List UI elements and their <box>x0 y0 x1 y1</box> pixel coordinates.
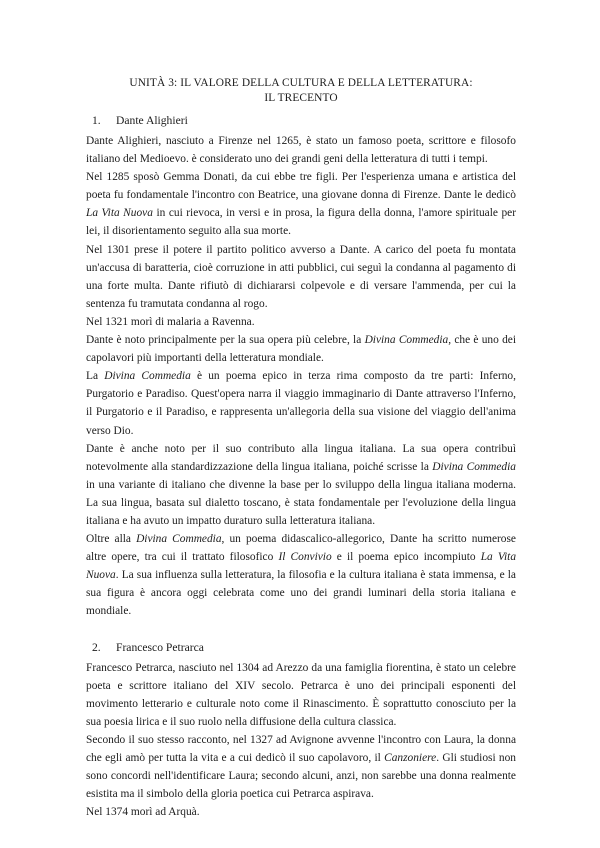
italic-title: Canzoniere <box>384 752 437 764</box>
paragraph <box>86 367 516 439</box>
paragraph-text: Nel 1285 sposò Gemma Donati, da cui ebbe tre figli. Per l'esperienza umana e artistica del poeta fu fondamentale l'incontro con Beatrice, una giovane donna di Firenze. Dante le dedicò <box>86 171 516 202</box>
paragraph <box>86 168 516 240</box>
section-gap <box>86 621 516 639</box>
paragraph <box>86 659 516 731</box>
paragraph-text: Nel 1321 morì di malaria a Ravenna. <box>86 315 255 328</box>
paragraph-text: in cui rievoca, in versi e in prosa, la figura della donna, l'amore spirituale per lei, il disorientamento seguito alla sua morte. <box>86 207 517 238</box>
paragraph <box>86 241 516 313</box>
paragraph-text: Francesco Petrarca, nasciuto nel 1304 ad Arezzo da una famiglia fiorentina, è stato un celebre poeta e scrittore italiano del XIV secolo. Petrarca è uno dei principali esponenti del movimento letterario e culturale noto come il Rinascimento. È soprattutto conosciuto per la sua poesia lirica e il suo ruolo nella diffusione della cultura classica. <box>86 661 516 728</box>
italic-title: Divina Commedia <box>104 370 191 383</box>
paragraph-text: in una variante di italiano che divenne la base per lo sviluppo della lingua italiana moderna. La sua lingua, basata sul dialetto toscano, è stata fondamentale per l'evoluzione della lingua italiana e ha avuto un impatto duraturo sulla letteratura italiana. <box>86 478 516 527</box>
paragraph-text: Dante Alighieri, nasciuto a Firenze nel 1265, è stato un famoso poeta, scrittore e filosofo italiano del Medioevo. è considerato uno dei grandi geni della letteratura di tutti i tempi. <box>86 135 516 166</box>
paragraph <box>86 440 516 530</box>
italic-title: Divina Commedia <box>364 334 449 347</box>
section-heading <box>86 112 516 130</box>
document-body <box>86 112 516 821</box>
title-line-2: IL TRECENTO <box>264 92 338 104</box>
paragraph-text: e il poema epico incompiuto <box>331 551 481 564</box>
paragraph-text: Dante è noto principalmente per la sua opera più celebre, la <box>86 334 365 347</box>
title-line-1: UNITÀ 3: IL VALORE DELLA CULTURA E DELLA LETTERATURA: <box>129 77 473 89</box>
paragraph <box>86 132 516 168</box>
section-number: 2. <box>92 640 101 654</box>
paragraph <box>86 803 516 821</box>
paragraph-text: Nel 1301 prese il potere il partito politico avverso a Dante. A carico del poeta fu montata un'accusa di baratteria, cioè corruzione in atti pubblici, cui seguì la condanna al pagamento di una forte multa. Dante rifiutò di dichiararsi colpevole e di versare l'ammenda, per cui la sentenza fu tramutata condanna al rogo. <box>86 243 516 310</box>
section-heading <box>86 639 516 657</box>
paragraph-text: è un poema epico in terza rima composto da tre parti: Inferno, Purgatorio e Paradiso. Quest'opera narra il viaggio immaginario di Dante attraverso l'Inferno, il Purgatorio e il Paradiso, e rappresenta un'allegoria della sua visione del viaggio dell'anima verso Dio. <box>86 370 516 437</box>
paragraph-text: Oltre alla <box>86 533 137 546</box>
paragraph-text: La <box>86 370 105 383</box>
paragraph <box>86 313 516 331</box>
paragraph <box>86 731 516 803</box>
paragraph-text: , che è uno dei capolavori più importanti della letteratura mondiale. <box>86 334 517 365</box>
section-number: 1. <box>92 114 101 127</box>
italic-title: Il Convivio <box>278 551 332 564</box>
paragraph-text: , un poema didascalico-allegorico, Dante ha scritto numerose altre opere, tra cui il trattato filosofico <box>86 533 516 564</box>
italic-title: Divina Commedia <box>136 533 222 546</box>
section-heading-text: Francesco Petrarca <box>116 640 204 654</box>
italic-title: La Vita Nuova <box>86 207 153 220</box>
paragraph-text: . La sua influenza sulla letteratura, la filosofia e la cultura italiana è stata immensa, e la sua figura è ancora oggi celebrata come uno dei grandi luminari della storia italiana e mondiale. <box>86 569 516 618</box>
page-title <box>86 76 516 106</box>
italic-title: Divina Commedia <box>432 460 516 473</box>
section-heading-text: Dante Alighieri <box>116 114 188 127</box>
paragraph-text: Nel 1374 morì ad Arquà. <box>86 806 200 819</box>
paragraph <box>86 331 516 367</box>
paragraph-text: Dante è anche noto per il suo contributo alla lingua italiana. La sua opera contribuì notevolmente alla standardizzazione della lingua italiana, poiché scrisse la <box>86 442 516 473</box>
paragraph-text: . Gli studiosi non sono concordi nell'identificare Laura; secondo alcuni, anzi, non sarebbe una donna realmente esistita ma il simbolo della gloria poetica cui Petrarca aspirava. <box>86 752 516 801</box>
paragraph-text: Secondo il suo stesso racconto, nel 1327 ad Avignone avvenne l'incontro con Laura, la donna che egli amò per tutta la vita e a cui dedicò il suo capolavoro, il <box>86 733 516 764</box>
italic-title: La Vita Nuova <box>86 551 517 582</box>
paragraph <box>86 530 516 620</box>
